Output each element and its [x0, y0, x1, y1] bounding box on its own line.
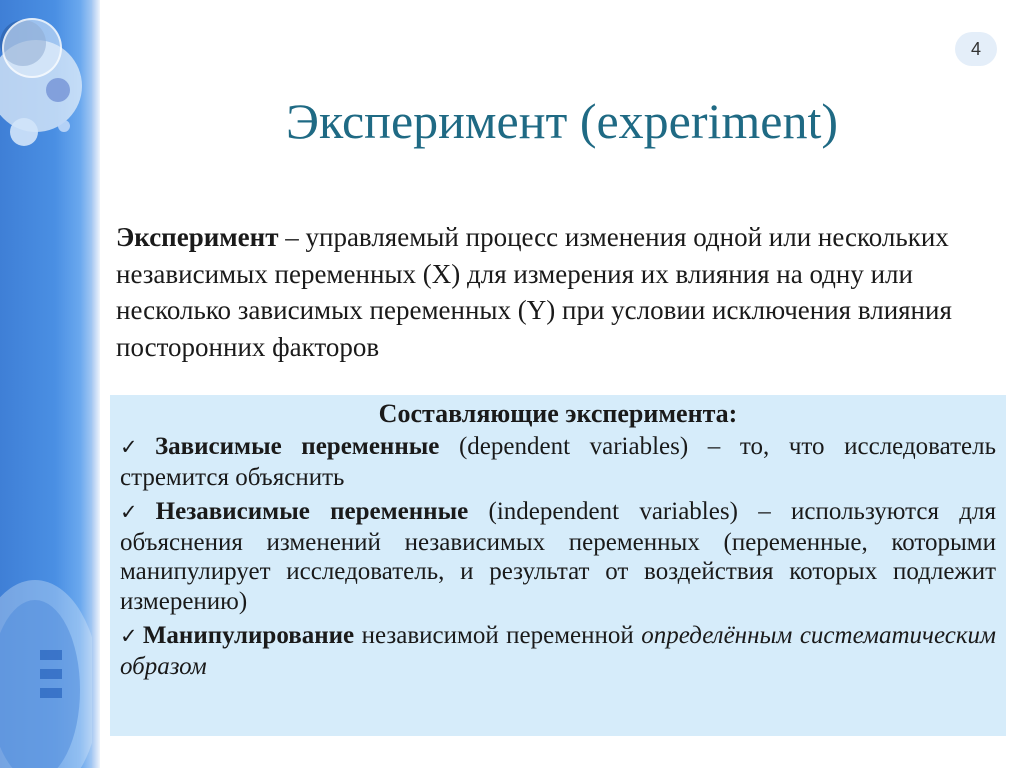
item-text: (independent variables) – используются для объяснения изменений независимых переменных (переменные, которыми манипулирует исследователь, и результат от воздействия которых подлежит измерению)	[120, 498, 996, 615]
bubble-decoration	[46, 78, 70, 102]
page-number-badge: 4	[955, 32, 997, 66]
components-heading: Составляющие эксперимента:	[378, 399, 738, 428]
bars-decoration	[40, 650, 62, 707]
slide-title: Эксперимент (experiment)	[285, 93, 839, 149]
definition-paragraph	[116, 219, 1006, 365]
item-term: Зависимые переменные	[154, 433, 440, 460]
list-item-independent-variables	[120, 497, 996, 616]
components-box	[110, 395, 1006, 736]
list-item-manipulation	[120, 621, 996, 681]
item-term: Манипулирование	[142, 622, 355, 649]
definition-text: – управляемый процесс изменения одной или нескольких независимых переменных (X) для измерения их влияния на одну или несколько зависимых переменных (Y) при условии исключения влияния посторонних факторов	[116, 222, 952, 362]
bubble-decoration	[10, 118, 38, 146]
list-item-dependent-variables	[120, 432, 996, 492]
item-term: Независимые переменные	[155, 498, 469, 525]
item-emphasis: определённым систематическим образом	[120, 622, 996, 680]
item-text: независимой переменной	[354, 622, 642, 649]
decorative-sidebar	[0, 0, 100, 768]
bubble-decoration	[58, 120, 70, 132]
check-icon: ✓	[120, 435, 151, 459]
item-text: (dependent variables) – то, что исследователь стремится объяснить	[120, 433, 996, 491]
check-icon: ✓	[120, 624, 139, 648]
sidebar-edge	[92, 0, 100, 768]
check-icon: ✓	[120, 500, 152, 524]
definition-term: Эксперимент	[116, 222, 279, 252]
bubble-decoration	[2, 18, 62, 78]
